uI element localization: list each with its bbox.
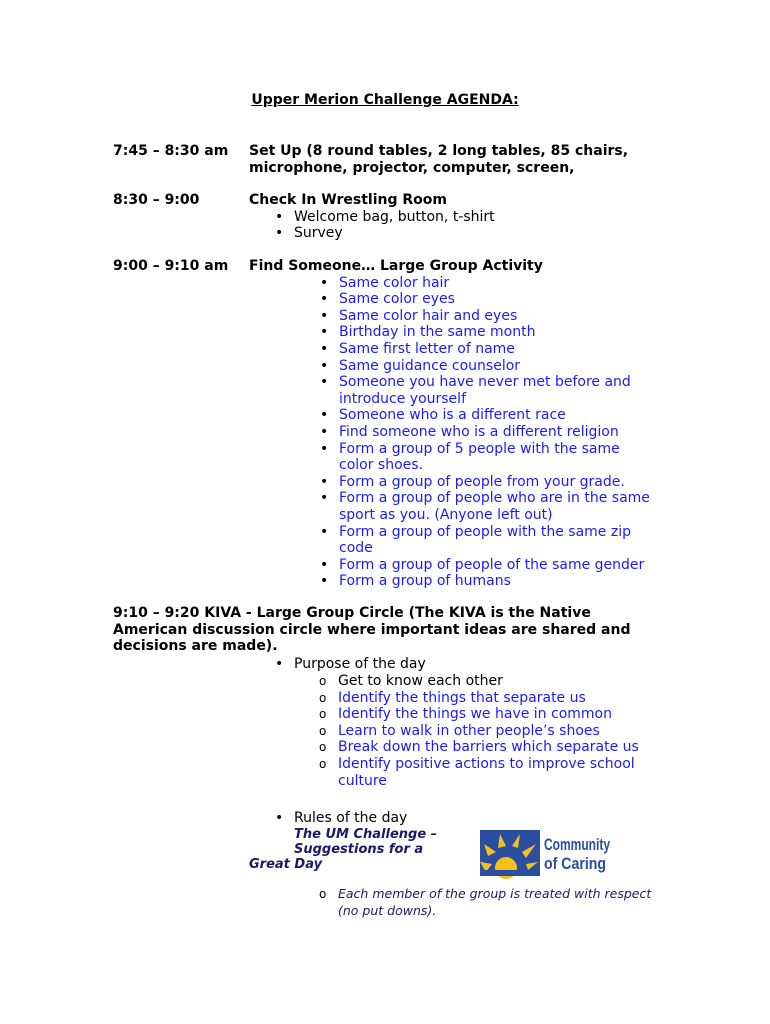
time-label: 9:00 – 9:10 am [113,258,229,274]
list-item: • Same first letter of name [320,340,515,357]
bullet-icon: • [320,440,329,457]
agenda-heading: Find Someone… Large Group Activity [249,258,543,274]
agenda-desc [249,258,679,590]
list-item: • Someone who is a different race [320,407,566,424]
time-label: 8:30 – 9:00 [113,192,200,208]
kiva-heading: 9:10 – 9:20 KIVA - Large Group Circle (The KIVA is the Native American discussion circle where important ideas are shared and decisions are made). [113,605,631,655]
list-item: • Form a group of people from your grade. [320,473,625,490]
list-item: • Survey [275,225,343,242]
circle-bullet-icon: o [319,674,327,688]
list-item: • Form a group of people of the same gender [320,556,645,573]
list-item: • Someone you have never met before and introduce yourself [320,374,631,407]
list-item: • Form a group of humans [320,573,511,590]
great-day-label: Great Day [249,857,323,872]
logo-text-line2: of Caring [544,854,606,873]
community-of-caring-logo [478,826,613,880]
list-item: • Purpose of the day [275,656,426,672]
list-item: o Identify positive actions to improve school culture [319,755,635,789]
purpose-list [272,656,672,673]
list-item: • Birthday in the same month [320,324,536,341]
list-item: • Form a group of people who are in the same sport as you. (Anyone left out) [320,490,650,523]
bullet-icon: • [320,324,329,341]
logo-text-line1: Community [544,835,611,854]
list-item: o Break down the barriers which separate us [319,739,639,756]
circle-bullet-icon: o [319,756,327,771]
circle-bullet-icon: o [319,723,327,738]
agenda-desc [249,192,669,242]
list-item: • Same color eyes [320,291,455,308]
bullet-icon: • [320,407,329,424]
rules-list [272,810,472,827]
checkin-list [272,209,669,242]
bullet-icon: • [320,291,329,308]
list-item: o Each member of the group is treated with respect (no put downs). [319,886,652,918]
agenda-heading: Check In Wrestling Room [249,192,447,208]
bullet-icon: • [320,573,329,590]
list-item: • Find someone who is a different religion [320,423,619,440]
list-item: • Form a group of people with the same zip code [320,523,631,557]
list-item: • Form a group of 5 people with the same color shoes. [320,440,620,474]
list-item: o Get to know each other [319,673,503,689]
list-item: o Learn to walk in other people’s shoes [319,722,600,739]
bullet-icon: • [275,810,284,826]
bullet-icon: • [320,423,329,440]
bullet-icon: • [320,523,329,540]
list-item: • Rules of the day [275,810,408,826]
list-item: • Same guidance counselor [320,357,521,374]
agenda-heading: Set Up (8 round tables, 2 long tables, 85 chairs, microphone, projector, computer, screen, [249,143,629,176]
list-item: • Same color hair and eyes [320,307,518,324]
rules-sublist [316,886,666,919]
page-title: Upper Merion Challenge AGENDA: [251,92,519,108]
bullet-icon: • [275,225,284,242]
bullet-icon: • [275,208,284,225]
list-item: o Identify the things that separate us [319,689,586,706]
bullet-icon: • [320,473,329,490]
bullet-icon: • [320,340,329,357]
bullet-icon: • [320,274,329,291]
bullet-icon: • [320,490,329,507]
circle-bullet-icon: o [319,740,327,755]
bullet-icon: • [320,357,329,374]
suggestions-heading: The UM Challenge – Suggestions for a [294,827,438,857]
find-someone-list [317,275,657,590]
bullet-icon: • [320,556,329,573]
circle-bullet-icon: o [319,707,327,722]
list-item: o Identify the things we have in common [319,706,612,723]
bullet-icon: • [275,656,284,672]
bullet-icon: • [320,374,329,391]
circle-bullet-icon: o [319,690,327,705]
purpose-sublist [316,673,656,789]
circle-bullet-icon: o [319,887,327,901]
time-label: 7:45 – 8:30 am [113,143,229,159]
list-item: • Same color hair [320,274,450,291]
bullet-icon: • [320,307,329,324]
list-item: • Welcome bag, button, t-shirt [275,208,495,225]
